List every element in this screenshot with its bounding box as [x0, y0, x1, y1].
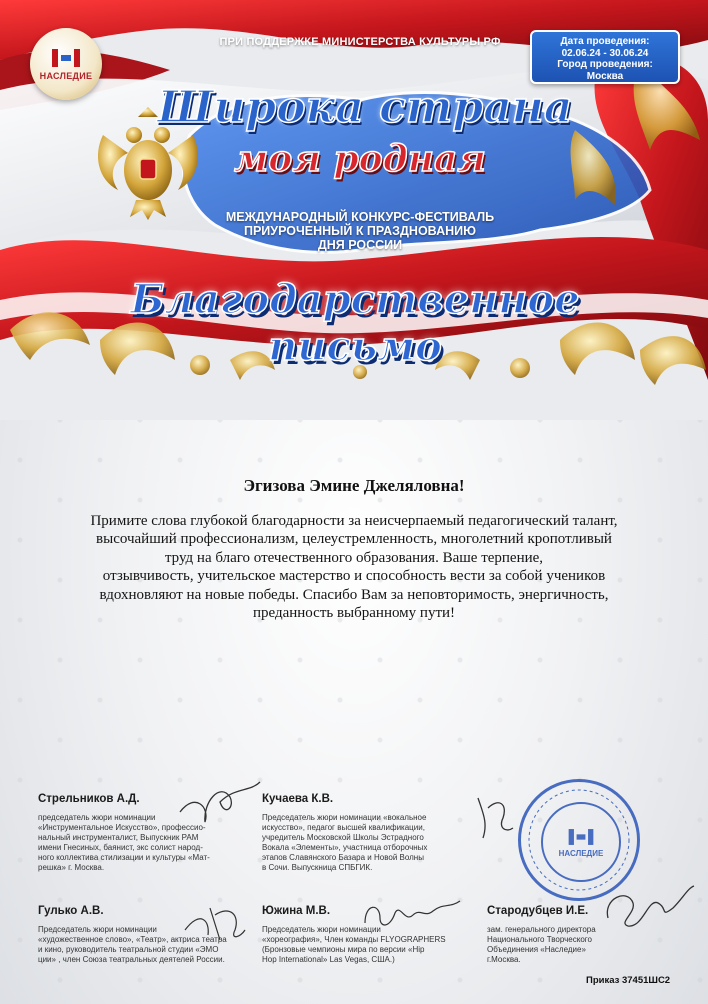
- date-label: Дата проведения:: [560, 36, 650, 47]
- signatory-name: Гулько А.В.: [38, 905, 104, 917]
- logo-text: НАСЛЕДИЕ: [39, 71, 93, 81]
- signatory-name: Кучаева К.В.: [262, 793, 334, 805]
- desc-line: Национального Творческого: [487, 935, 592, 944]
- desc-line: «художественное слово», «Театр», актриса театра: [38, 935, 227, 944]
- recipient-name: Эгизова Эмине Джеляловна!: [243, 476, 465, 495]
- order-number: Приказ 37451ШС2: [586, 975, 671, 986]
- nasledie-logo: [30, 28, 102, 100]
- date-value: 02.06.24 - 30.06.24: [561, 47, 649, 59]
- desc-line: ного коллектива стилизации и культуры «Мат-: [38, 853, 210, 862]
- city-value: Москва: [586, 70, 624, 82]
- desc-line: (Бронзовые чемпионы мира по версии «Hip: [262, 945, 425, 954]
- signatory-name: Стародубцев И.Е.: [487, 905, 589, 917]
- city-label: Город проведения:: [557, 59, 653, 70]
- stamp-center: [541, 802, 621, 882]
- stamp-text: НАСЛЕДИЕ: [558, 848, 604, 858]
- message-line: отзывчивость, учительское мастерство и способность вести за собой учеников: [102, 568, 606, 585]
- desc-line: искусство», педагог высшей квалификации,: [262, 823, 425, 832]
- desc-line: Объединения «Наследие»: [487, 945, 586, 954]
- signatory-name: Южина М.В.: [262, 905, 331, 917]
- desc-line: и кино, руководитель театральной студии «ЭМО: [38, 945, 219, 954]
- document-title: Благодарственное письмо: [130, 276, 580, 370]
- festival-subtitle-line2: ПРИУРОЧЕННЫЙ К ПРАЗДНОВАНИЮ: [243, 224, 477, 238]
- handwritten-signature-starodubtsev: [598, 878, 698, 933]
- festival-title-line1: Широка страна: [157, 82, 573, 133]
- gratitude-message: [74, 512, 634, 622]
- message-line: труд на благо отечественного образования. Ваше терпение,: [164, 549, 544, 566]
- desc-line: Председатель жюри номинации: [38, 925, 157, 934]
- desc-line: Hop International» Las Vegas, США.): [262, 955, 395, 964]
- desc-line: учредитель Московской Школы Эстрадного: [262, 833, 424, 842]
- desc-line: г.Москва.: [487, 955, 521, 964]
- handwritten-signature-kuchaeva: [468, 788, 518, 843]
- festival-subtitle-line3: ДНЯ РОССИИ: [317, 238, 403, 252]
- handwritten-signature-strelnikov: [175, 772, 265, 832]
- desc-line: имени Гнесиных, баянист, экс солист народ-: [38, 843, 203, 852]
- desc-line: Вокала «Элементы», участница отборочных: [262, 843, 428, 852]
- desc-line: нальный инструменталист, Выпускник РАМ: [38, 833, 199, 842]
- desc-line: этапов Славянского Базара и Новой Волны: [262, 853, 424, 862]
- desc-line: ции» , член Союза театральных деятелей России.: [38, 955, 225, 964]
- message-line: преданность выбранному пути!: [252, 605, 456, 622]
- desc-line: в Сочи. Выпускница СПБГИК.: [262, 863, 373, 872]
- message-line: Примите слова глубокой благодарности за неисчерпаемый педагогический талант,: [90, 513, 618, 529]
- ministry-support-text: ПРИ ПОДДЕРЖКЕ МИНИСТЕРСТВА КУЛЬТУРЫ РФ: [219, 36, 501, 48]
- festival-subtitle: [185, 210, 535, 252]
- signatory-description: [262, 813, 472, 873]
- festival-subtitle-line1: МЕЖДУНАРОДНЫЙ КОНКУРС-ФЕСТИВАЛЬ: [225, 210, 495, 224]
- desc-line: Председатель жюри номинации: [262, 925, 381, 934]
- desc-line: «хореография», Член команды FLYOGRAPHERS: [262, 935, 446, 944]
- logo-mark-icon: [49, 47, 83, 69]
- handwritten-signature-yuzhina: [355, 893, 465, 938]
- message-line: вдохновляют на новые победы. Спасибо Вам за неповторимость, энергичность,: [99, 586, 609, 603]
- desc-line: решка» г. Москва.: [38, 863, 105, 872]
- signature-block-kuchaeva: [262, 793, 472, 873]
- desc-line: «Инструментальное Искусство», профессио-: [38, 823, 206, 832]
- message-line: высочайший профессионализм, целеустремленность, многолетний кропотливый: [96, 531, 612, 548]
- stamp-logo-icon: [566, 827, 596, 847]
- handwritten-signature-gulko: [180, 900, 250, 945]
- desc-line: председатель жюри номинации: [38, 813, 156, 822]
- desc-line: зам. генерального директора: [487, 925, 596, 934]
- festival-title-line2: моя родная: [234, 138, 486, 180]
- desc-line: Председатель жюри номинации «вокальное: [262, 813, 427, 822]
- signatory-name: Стрельников А.Д.: [38, 793, 140, 805]
- event-info-box: [530, 30, 680, 84]
